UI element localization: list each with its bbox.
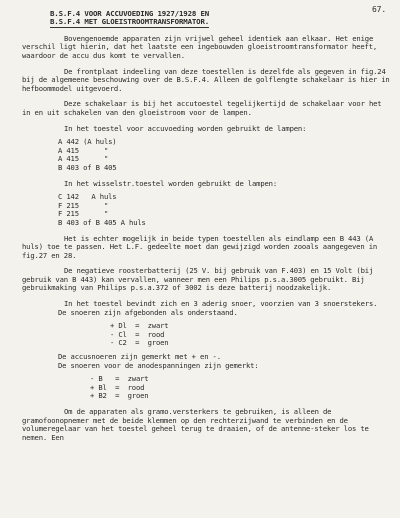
anode-item: + B2 = groen <box>90 391 149 401</box>
lamp-item: F 215 " <box>58 200 109 210</box>
lamp-item: B 403 of B 405 A huls <box>58 217 146 227</box>
paragraph-gramo: Om de apparaten als gramo.versterkers te gebruiken, is alleen de gramofoonopnemer met de beide klemmen op den rechterzijwand te verbinden en de volumeregelaar van het toestel geheel terug te draaien, of de antenne-steker los te nemen. Een <box>22 407 369 442</box>
anode-color-list <box>90 375 392 401</box>
title-line-2: B.S.F.4 MET GLOEISTROOMTRANSFORMATOR. <box>50 17 210 27</box>
cord-item: + Dl = zwart <box>110 321 169 331</box>
lamp-item: B 403 of B 405 <box>58 162 117 172</box>
paragraph-cords-bound: De snoeren zijn afgebonden als onderstaand. <box>58 307 238 317</box>
paragraph-lamps-wissel: In het wisselstr.toestel worden gebruikt de lampen: <box>64 178 278 188</box>
anode-item: - B = zwart <box>90 374 149 384</box>
document-title <box>50 10 392 28</box>
cord-color-list <box>110 322 392 348</box>
lamp-item: A 415 " <box>58 154 109 164</box>
paragraph-endlamp: Het is echter mogelijk in beide typen toestellen als eindlamp een B 443 (A huls) toe te passen. Het L.F. gedeelte moet dan gewijzigd worden zooals aangegeven in fig.27 en 28. <box>22 233 378 260</box>
paragraph-lamps-accu: In het toestel voor accuvoeding worden gebruikt de lampen: <box>64 123 307 133</box>
page-number: 67. <box>372 5 386 14</box>
title-line-1: B.S.F.4 VOOR ACCUVOEDING 1927/1928 EN <box>50 9 210 18</box>
paragraph-grid-battery: De negatieve roosterbatterij (25 V. bij gebruik van F.403) en 15 Volt (bij gebruik van B 443) kan vervallen, wanneer men een Philips p.s.a.3005 gebruikt. Bij gebruikmaking van Philips p.s.a.372 of 3002 is deze batterij noodzakelijk. <box>22 266 374 293</box>
lamp-item: F 215 " <box>58 209 109 219</box>
paragraph-frontplate: De frontplaat indeeling van deze toestellen is dezelfde als gegeven in fig.24 bij de algemeene beschouwing over de B.S.F.4. Alleen de golflengte schakelaar is hier in hefboommodel uitgevoerd. <box>22 66 390 93</box>
paragraph-accu-cords: De accusnoeren zijn gemerkt met + en -. <box>58 352 221 362</box>
lamp-item: A 442 (A huls) <box>58 137 117 147</box>
lamp-item: C 142 A huls <box>58 192 117 202</box>
anode-item: + Bl = rood <box>90 382 145 392</box>
cord-item: - C2 = groen <box>110 338 169 348</box>
lamp-list-wissel <box>58 193 392 227</box>
lamp-list-accu <box>58 138 392 172</box>
lamp-item: A 415 " <box>58 145 109 155</box>
cord-item: - Cl = rood <box>110 329 165 339</box>
paragraph-switch: Deze schakelaar is bij het accutoestel tegelijkertijd de schakelaar voor het in en uit schakelen van den gloeistroom voor de lampen. <box>22 99 382 117</box>
paragraph-cord: In het toestel bevindt zich en 3 aderig snoer, voorzien van 3 snoerstekers. <box>64 299 378 309</box>
paragraph-anode-cords: De snoeren voor de anodespanningen zijn gemerkt: <box>58 360 259 370</box>
paragraph-identical: Bovengenoemde apparaten zijn vrijwel geheel identiek aan elkaar. Het enige verschil ligt hierin, dat het laatste een ingebouwden gloeistroomtransformator heeft, waardoor de accu dus komt te vervallen. <box>22 33 378 60</box>
